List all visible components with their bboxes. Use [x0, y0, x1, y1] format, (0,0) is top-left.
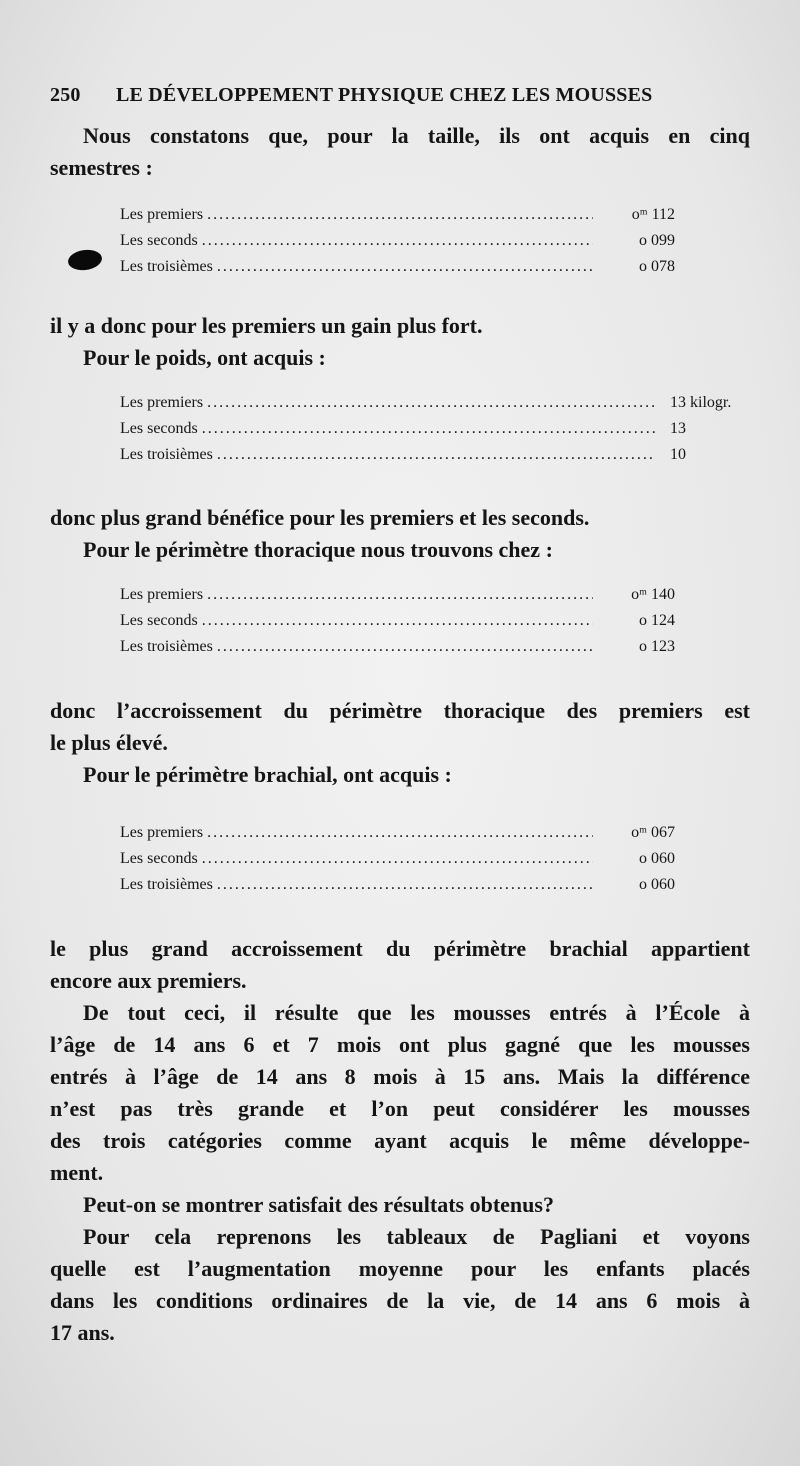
table-taille [120, 202, 675, 280]
text-line: encore aux premiers. [50, 968, 247, 993]
text-line: entrés à l’âge de 14 ans 8 mois à 15 ans. Mais la différence [50, 1064, 750, 1089]
running-title: LE DÉVELOPPEMENT PHYSIQUE CHEZ LES MOUSSES [116, 84, 653, 106]
table-row: Les premiers ..... 13 kilogr. [120, 390, 750, 416]
text-line: Peut-on se montrer satisfait des résultats obtenus? [83, 1192, 554, 1217]
text-line: Pour le périmètre thoracique nous trouvons chez : [83, 537, 553, 562]
text-line: De tout ceci, il résulte que les mousses entrés à l’École à [83, 1000, 750, 1025]
text-line: l’âge de 14 ans 6 et 7 mois ont plus gagné que les mousses [50, 1032, 750, 1057]
text-line: le plus élevé. [50, 730, 168, 755]
text-line: des trois catégories comme ayant acquis le même développe- [50, 1128, 750, 1153]
text-line: le plus grand accroissement du périmètre brachial appartient [50, 936, 750, 961]
text-line: quelle est l’augmentation moyenne pour les enfants placés [50, 1256, 750, 1281]
table-row: Les seconds ..... o 124 [120, 608, 675, 634]
text-line: semestres : [50, 155, 153, 180]
ink-blot-mark [67, 248, 103, 273]
table-poids [120, 390, 750, 468]
text-line: n’est pas très grande et l’on peut considérer les mousses [50, 1096, 750, 1121]
text-line: Pour le poids, ont acquis : [83, 345, 326, 370]
text-line: 17 ans. [50, 1320, 115, 1345]
paragraph-thorax-intro [50, 502, 750, 566]
table-row: Les premiers ..... oᵐ 140 [120, 582, 675, 608]
table-row: Les seconds ..... o 099 [120, 228, 675, 254]
table-row: Les troisièmes ..... o 078 [120, 254, 675, 280]
table-thorax [120, 582, 675, 660]
text-line: donc plus grand bénéfice pour les premiers et les seconds. [50, 505, 590, 530]
text-line: ment. [50, 1160, 104, 1185]
table-row: Les premiers ..... oᵐ 112 [120, 202, 675, 228]
table-row: Les seconds ..... o 060 [120, 846, 675, 872]
text-line: Pour le périmètre brachial, ont acquis : [83, 762, 452, 787]
paragraph-taille-intro [50, 120, 750, 184]
running-header [50, 84, 750, 107]
text-line: donc l’accroissement du périmètre thoracique des premiers est [50, 698, 750, 723]
table-row: Les premiers ..... oᵐ 067 [120, 820, 675, 846]
table-brachial [120, 820, 675, 898]
table-row: Les seconds ..... 13 [120, 416, 750, 442]
table-row: Les troisièmes ..... 10 [120, 442, 750, 468]
table-row: Les troisièmes ..... o 123 [120, 634, 675, 660]
paragraph-poids-intro [50, 310, 750, 374]
paragraph-brachial-intro [50, 695, 750, 791]
text-line: Nous constatons que, pour la taille, ils ont acquis en cinq [83, 123, 750, 148]
text-line: Pour cela reprenons les tableaux de Pagliani et voyons [83, 1224, 750, 1249]
text-line: dans les conditions ordinaires de la vie, de 14 ans 6 mois à [50, 1288, 750, 1313]
table-row: Les troisièmes ..... o 060 [120, 872, 675, 898]
paragraph-conclusion [50, 933, 750, 1349]
page-number: 250 [50, 84, 81, 106]
text-line: il y a donc pour les premiers un gain plus fort. [50, 313, 483, 338]
